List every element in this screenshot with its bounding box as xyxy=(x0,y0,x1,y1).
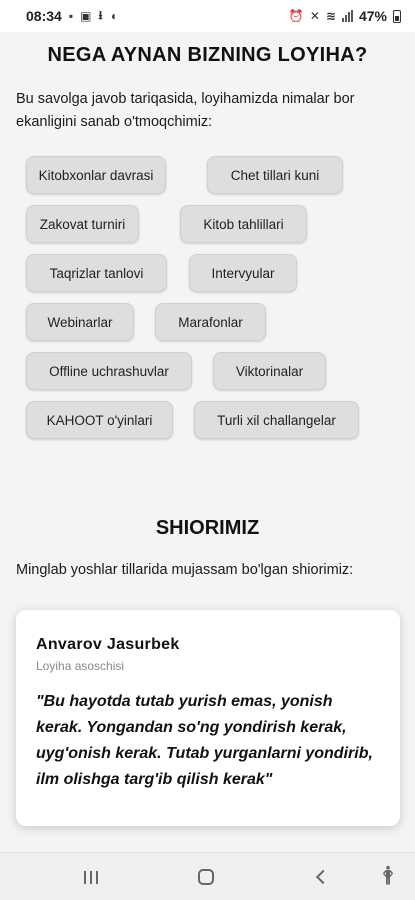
navigation-bar xyxy=(0,852,415,900)
recents-icon xyxy=(84,871,98,884)
notification-icon: ▪ xyxy=(68,9,74,23)
wifi-icon: ≋ xyxy=(325,9,336,23)
chip-kitobxonlar-davrasi[interactable]: Kitobxonlar davrasi xyxy=(26,156,166,194)
chip-chet-tillari-kuni[interactable]: Chet tillari kuni xyxy=(207,156,343,194)
download-icon: ⭳ xyxy=(98,7,103,22)
signal-icon xyxy=(342,10,353,22)
battery-icon xyxy=(393,10,401,23)
motto-title: SHIORIMIZ xyxy=(155,517,260,539)
chip-offline-uchrashuvlar[interactable]: Offline uchrashuvlar xyxy=(26,352,192,390)
quote-author: Anvarov Jasurbek xyxy=(36,636,180,653)
chip-taqrizlar-tanlovi[interactable]: Taqrizlar tanlovi xyxy=(26,254,167,292)
home-icon xyxy=(198,869,214,885)
chip-viktorinalar[interactable]: Viktorinalar xyxy=(213,352,326,390)
page-title: NEGA AYNAN BIZNING LOYIHA? xyxy=(47,44,368,66)
status-right xyxy=(289,8,401,24)
chip-turli-xil-challangelar[interactable]: Turli xil challangelar xyxy=(194,401,359,439)
status-left xyxy=(26,6,117,27)
quote-text: "Bu hayotda tutab yurish emas, yonish kerak. Yongandan so'ng yondirish kerak, uyg'onish kerak. Tutab yurganlarni yondirib, ilm olishga targ'ib qilish kerak" xyxy=(36,693,373,788)
chip-zakovat-turniri[interactable]: Zakovat turniri xyxy=(26,205,139,243)
status-time: 08:34 xyxy=(26,8,62,24)
chip-kahoot-oyinlari[interactable]: KAHOOT o'yinlari xyxy=(26,401,173,439)
mute-icon: ✕ xyxy=(309,9,320,23)
quote-card xyxy=(16,610,400,826)
app-icon: ◖ xyxy=(109,9,117,23)
gallery-icon: ▣ xyxy=(80,9,92,23)
chip-kitob-tahlillari[interactable]: Kitob tahlillari xyxy=(180,205,307,243)
accessibility-button[interactable] xyxy=(363,853,413,900)
battery-percent: 47% xyxy=(358,8,387,24)
intro-text: Bu savolga javob tariqasida, loyihamizda nimalar bor ekanligini sanab o'tmoqchimiz: xyxy=(16,91,355,130)
chip-marafonlar[interactable]: Marafonlar xyxy=(155,303,266,341)
status-bar xyxy=(0,0,415,32)
back-icon xyxy=(316,870,330,884)
home-button[interactable] xyxy=(181,853,231,900)
chip-webinarlar[interactable]: Webinarlar xyxy=(26,303,134,341)
motto-subtitle: Minglab yoshlar tillarida mujassam bo'lgan shiorimiz: xyxy=(16,562,354,578)
alarm-icon: ⏰ xyxy=(288,9,304,23)
back-button[interactable] xyxy=(296,853,346,900)
chip-intervyular[interactable]: Intervyular xyxy=(189,254,297,292)
recents-button[interactable] xyxy=(66,853,116,900)
quote-author-role: Loyiha asoschisi xyxy=(36,659,125,673)
accessibility-icon: 🛉 xyxy=(382,864,394,886)
